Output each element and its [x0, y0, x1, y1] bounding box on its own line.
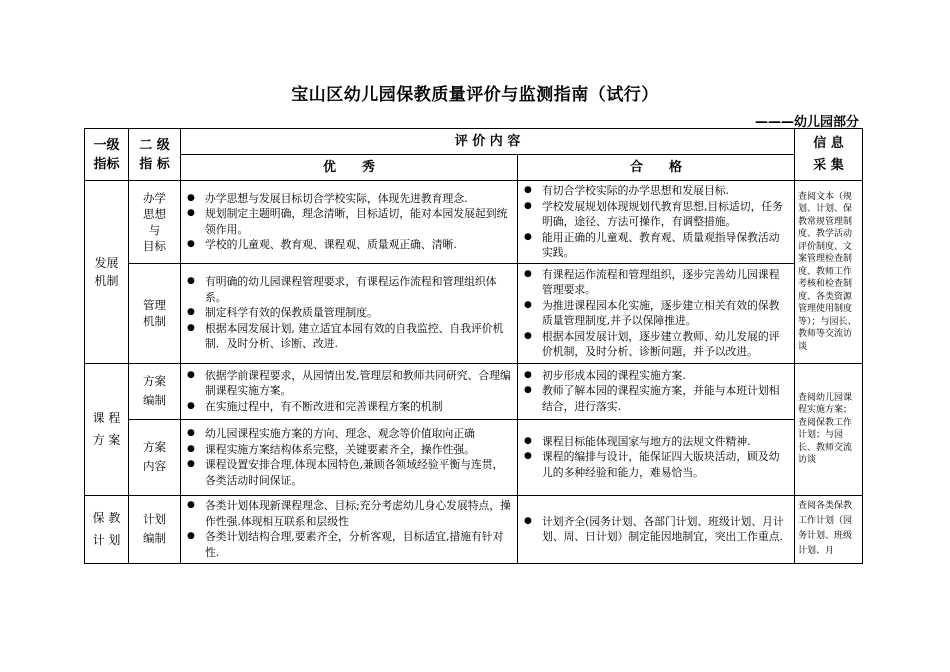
- list-item: ● 根据本园发展计划, 建立适宜本园有效的自我监控、自我评价机制．及时分析、诊断、改进.: [205, 321, 513, 352]
- list-item: ● 根据本园发展计划，逐步建立教师、幼儿发展的评价机制，及时分析、诊断问题，并予以改进。: [542, 329, 790, 360]
- list-item: ● 有切合学校实际的办学思想和发展目标.: [542, 183, 790, 199]
- list-item: ● 学校的儿童观、教育观、课程观、质量观正确、清晰.: [205, 237, 513, 253]
- list-item: ● 课程设置安排合理,体现本园特色,兼顾各领域经验平衡与连贯，各类活动时间保证。: [205, 457, 513, 488]
- list-item: ● 课程目标能体现国家与地方的法规文件精神.: [542, 434, 790, 450]
- evaluation-table: [84, 128, 863, 564]
- list-item: ● 能用正确的儿童观、教育观、质量观指导保教活动实践。: [542, 230, 790, 261]
- document-title: 宝山区幼儿园保教质量评价与监测指南（试行）: [291, 85, 659, 105]
- level2-cell: 管理 机制: [129, 263, 181, 363]
- header-level1: 一级 指标: [85, 129, 129, 181]
- list-item: ● 各类计划结构合理,要素齐全，分析客观，目标适宜,措施有针对性.: [205, 529, 513, 560]
- info-cell: 查阅文本（规划、计划、保教常规管理制度、教学活动评价制度、文案管理检查制度、教师工作考核和检查制度、各类资源管理使用制度等）；与园长、教师等交流访谈: [795, 181, 863, 364]
- header-qualified: 合 格: [518, 155, 795, 181]
- excellent-cell: [181, 263, 518, 363]
- qualified-cell: [518, 181, 795, 264]
- qualified-cell: [518, 495, 795, 563]
- list-item: ● 规划制定主题明确，理念清晰，目标适切，能对本园发展起到统领作用。: [205, 206, 513, 237]
- excellent-cell: [181, 419, 518, 495]
- level2-cell: 方案 编制: [129, 363, 181, 419]
- list-item: ● 在实施过程中，有不断改进和完善课程方案的机制: [205, 399, 513, 415]
- list-item: ● 为推进课程园本化实施，逐步建立相关有效的保教质量管理制度,并予以保障推进。: [542, 298, 790, 329]
- list-item: ● 教师了解本园的课程实施方案，并能与本班计划相结合，进行落实.: [542, 383, 790, 414]
- level1-cell: 保 教 计 划: [85, 495, 129, 563]
- list-item: ● 制定科学有效的保教质量管理制度。: [205, 305, 513, 321]
- level1-cell: 课 程 方 案: [85, 363, 129, 495]
- level2-cell: 计划 编制: [129, 495, 181, 563]
- excellent-cell: [181, 495, 518, 563]
- list-item: ● 有明确的幼儿园课程管理要求，有课程运作流程和管理组织体系。: [205, 274, 513, 305]
- excellent-cell: [181, 181, 518, 264]
- header-content: 评 价 内 容: [181, 129, 795, 155]
- info-cell: 查阅幼儿园课程实施方案；查阅保教工作计划；与园长、教师交流访谈: [795, 363, 863, 495]
- list-item: ● 初步形成本园的课程实施方案.: [542, 368, 790, 384]
- qualified-cell: [518, 263, 795, 363]
- list-item: ● 办学思想与发展目标切合学校实际，体现先进教育理念.: [205, 191, 513, 207]
- list-item: ● 各类计划体现新课程理念、目标;充分考虑幼儿身心发展特点，操作性强.体现相互联系和层级性: [205, 498, 513, 529]
- header-excellent: 优 秀: [181, 155, 518, 181]
- header-info: 信 息 采 集: [795, 129, 863, 181]
- list-item: ● 幼儿园课程实施方案的方向、理念、观念等价值取向正确: [205, 426, 513, 442]
- level2-cell: 办学 思想 与 目标: [129, 181, 181, 264]
- qualified-cell: [518, 363, 795, 419]
- qualified-cell: [518, 419, 795, 495]
- header-level2: 二 级 指 标: [129, 129, 181, 181]
- list-item: ● 课程实施方案结构体系完整，关键要素齐全，操作性强。: [205, 442, 513, 458]
- list-item: ● 有课程运作流程和管理组织，逐步完善幼儿园课程管理要求。: [542, 267, 790, 298]
- level2-cell: 方案 内容: [129, 419, 181, 495]
- excellent-cell: [181, 363, 518, 419]
- info-cell: 查阅各类保教工作计划（园务计划、班级计划、月: [795, 495, 863, 563]
- list-item: ● 学校发展规划体现规划代教育思想,目标适切，任务明确，途径、方法可操作，有调整措施。: [542, 199, 790, 230]
- level1-cell: 发展 机制: [85, 181, 129, 364]
- list-item: ● 依据学前课程要求，从园情出发,管理层和教师共同研究、合理编制课程实施方案。: [205, 368, 513, 399]
- list-item: ● 课程的编排与设计，能保证四大版块活动，顾及幼儿的多种经验和能力，难易恰当。: [542, 449, 790, 480]
- document-subtitle: ———幼儿园部分: [754, 115, 859, 130]
- list-item: ● 计划齐全(园务计划、各部门计划、班级计划、月计划、周、日计划）制定能因地制宜，突出工作重点.: [542, 514, 790, 545]
